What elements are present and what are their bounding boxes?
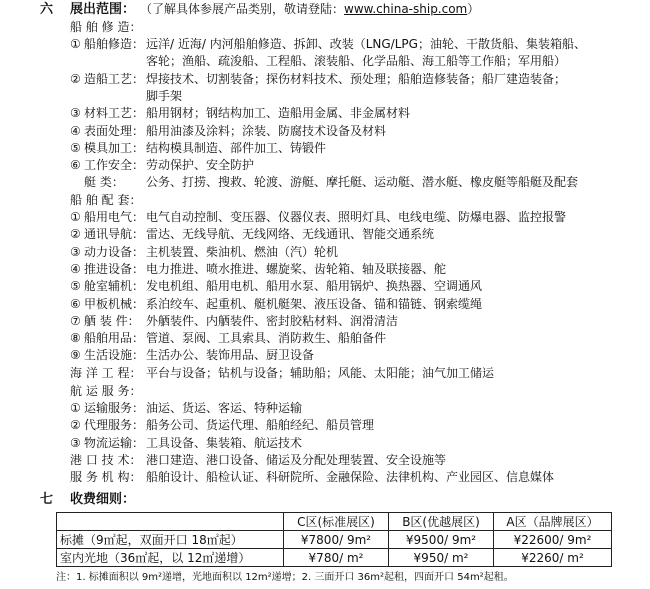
service-text: 船舶设计、船检认证、科研院所、金融保险、法律机构、产业园区、信息媒体 (146, 470, 555, 484)
section7-title: 收费细则： (70, 492, 136, 507)
item-number: ② (70, 418, 81, 433)
item-number: ① (70, 401, 81, 415)
item-text: 主机装置、柴油机、燃油（汽）轮机 (146, 244, 339, 259)
fee-header-cell: A区（品牌展区） (494, 513, 612, 531)
fee-cell: ¥22600/ 9m² (494, 531, 612, 549)
service-label: 服 务 机 构： (70, 470, 142, 484)
item-text: 发电机组、船用电机、船用水泵、船用锅炉、换热器、空调通风 (146, 279, 483, 294)
item-text: 公务、打捞、搜救、轮渡、游艇、摩托艇、运动艇、潜水艇、橡皮艇等船艇及配套 (146, 175, 579, 190)
item-number: ① (70, 210, 81, 224)
item-label: 生活设施： (84, 348, 145, 363)
item-label: 通讯导航： (84, 227, 145, 242)
item-text: 工具设备、集装箱、航运技术 (146, 435, 303, 450)
section6-number: 六 (40, 2, 54, 17)
item-label: 模具加工： (84, 140, 145, 155)
fee-table-row (57, 549, 612, 567)
item-number: ② (70, 71, 81, 86)
fee-cell: 室内光地（36㎡起，以 12㎡递增） (57, 549, 284, 567)
item-text: 脚手架 (146, 88, 183, 103)
item-number: ① (70, 37, 81, 51)
section7-number: 七 (40, 492, 54, 507)
item-label: 舾 装 件： (84, 313, 140, 328)
item-text: 电力推进、喷水推进、螺旋桨、齿轮箱、轴及联接器、舵 (146, 261, 447, 276)
item-number: ⑥ (70, 158, 81, 173)
item-label: 舱室辅机： (84, 279, 145, 294)
item-text: 劳动保护、安全防护 (146, 158, 255, 173)
item-label: 艇 类： (84, 175, 124, 190)
item-text: 远洋/ 近海/ 内河船舶修造、拆卸、改装（LNG/LPG；油轮、干散货船、集装箱船、 (146, 37, 586, 51)
fee-table-header (57, 513, 612, 531)
item-text: 船用钢材；钢结构加工、造船用金属、非金属材料 (146, 106, 411, 121)
ocean-label: 海 洋 工 程： (70, 366, 142, 380)
port-text: 港口建造、港口设备、储运及分配处理装置、安全设施等 (146, 453, 447, 467)
fee-note: 注：1. 标摊面积以 9m²递增，光地面积以 12m²递增；2. 三面开口 36m²起租，四面开口 54m²起租。 (56, 572, 514, 583)
item-text: 船用油漆及涂料；涂装、防腐技术设备及材料 (146, 123, 387, 138)
item-number: ⑨ (70, 348, 81, 363)
fee-cell: ¥9500/ 9m² (389, 531, 494, 549)
item-label: 工作安全： (84, 158, 145, 173)
item-text: 焊接技术、切割装备；探伤材料技术、预处理；船舶造修装备；船厂建造装备； (146, 71, 567, 86)
item-number: ③ (70, 244, 81, 259)
item-number: ③ (70, 106, 81, 121)
fee-cell: ¥2260/ m² (494, 549, 612, 567)
item-text: 电气自动控制、变压器、仪器仪表、照明灯具、电线电缆、防爆电器、监控报警 (146, 210, 567, 224)
item-label: 造船工艺： (84, 71, 145, 86)
fee-cell: ¥780/ m² (284, 549, 389, 567)
item-text: 系泊绞车、起重机、艇机艇架、液压设备、锚和锚链、钢索缆绳 (146, 296, 483, 311)
item-label: 船用电气： (84, 210, 145, 224)
section6-title: 展出范围： (70, 2, 136, 17)
item-number: ④ (70, 261, 81, 276)
item-text: 船务公司、货运代理、船舶经纪、船员管理 (146, 418, 375, 433)
fee-header-cell: C区(标准展区) (284, 513, 389, 531)
fee-header-cell: B区(优越展区) (389, 513, 494, 531)
item-label: 代理服务： (84, 418, 145, 433)
fee-table-row (57, 531, 612, 549)
item-label: 运输服务： (84, 401, 145, 415)
item-label: 材料工艺： (84, 106, 145, 121)
item-label: 甲板机械： (84, 296, 145, 311)
item-text: 管道、泵阀、工具索具、消防救生、船舶备件 (146, 331, 387, 346)
item-text: 外舾装件、内舾装件、密封胶粘材料、润滑清洁 (146, 313, 399, 328)
item-number: ⑧ (70, 331, 81, 346)
item-number: ⑤ (70, 140, 81, 155)
item-number: ② (70, 227, 81, 242)
fee-cell: ¥7800/ 9m² (284, 531, 389, 549)
item-label: 船舶修造： (84, 37, 145, 51)
item-number: ⑥ (70, 296, 81, 311)
ocean-text: 平台与设备；钻机与设备；辅助船；风能、太阳能；油气加工储运 (146, 366, 495, 380)
item-text: 客轮；渔船、疏浚船、工程船、滚装船、化学品船、海工船等工作船；军用船） (146, 54, 567, 69)
item-text: 结构模具制造、部件加工、铸锻件 (146, 140, 327, 155)
item-text: 油运、货运、客运、特种运输 (146, 401, 303, 415)
item-text: 雷达、无线导航、无线网络、无线通讯、智能交通系统 (146, 227, 435, 242)
item-number: ⑦ (70, 313, 81, 328)
fee-header-cell (57, 513, 284, 531)
item-text: 生活办公、装饰用品、厨卫设备 (146, 348, 315, 363)
port-label: 港 口 技 术： (70, 453, 142, 467)
fee-cell: ¥950/ m² (389, 549, 494, 567)
item-label: 表面处理： (84, 123, 145, 138)
fee-table (56, 512, 612, 567)
item-number: ③ (70, 435, 81, 450)
section6-intro: （了解具体参展产品类别，敬请登陆：www.china-ship.com） (140, 2, 480, 16)
item-label: 船舶用品： (84, 331, 145, 346)
fee-cell: 标摊（9㎡起，双面开口 18㎡起） (57, 531, 284, 549)
website-link[interactable]: www.china-ship.com (344, 2, 468, 16)
item-label: 推进设备： (84, 261, 145, 276)
item-number: ⑤ (70, 279, 81, 294)
item-label: 物流运输： (84, 435, 145, 450)
item-label: 动力设备： (84, 244, 145, 259)
item-number: ④ (70, 123, 81, 138)
